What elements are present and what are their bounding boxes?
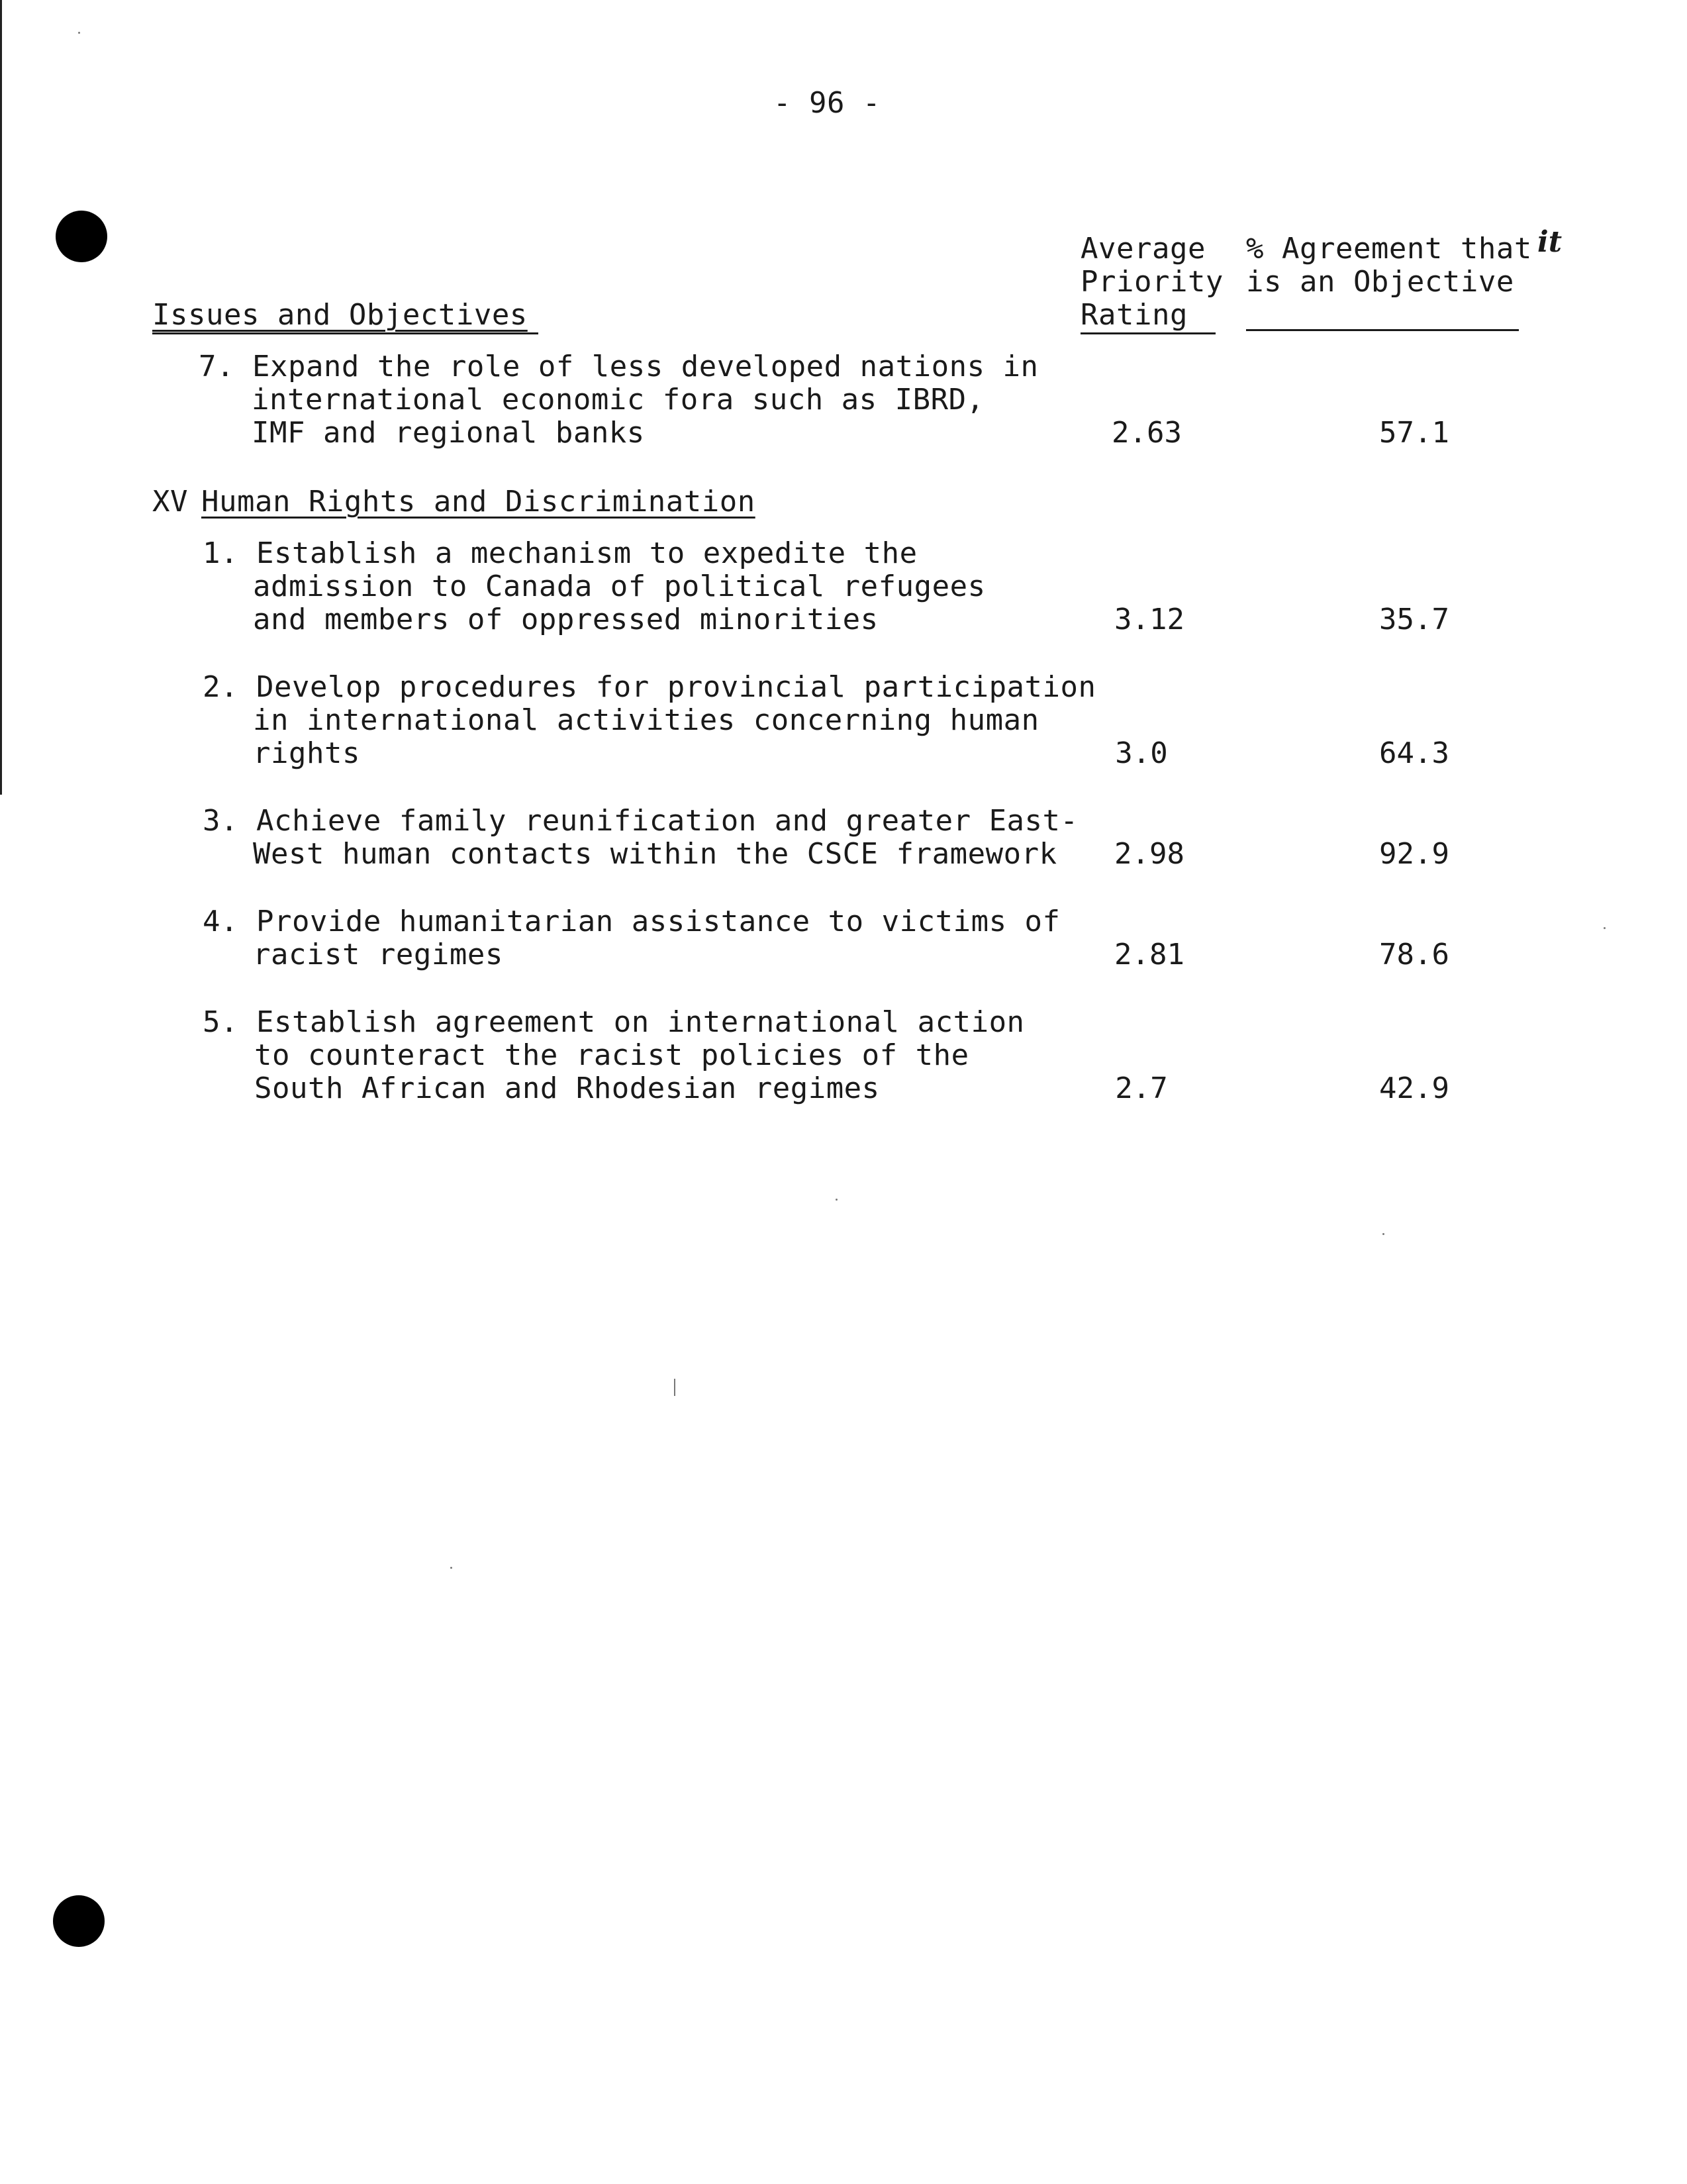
section-number: XV (152, 485, 188, 519)
item-7-line2: international economic fora such as IBRD, (252, 383, 985, 417)
scan-speck (1604, 927, 1606, 929)
item-4-agreement: 78.6 (1379, 938, 1449, 971)
scan-speck (674, 1379, 675, 1396)
item-3-line1: 3. Achieve family reunification and greater East- (203, 804, 1079, 838)
agreement-header-line1: % Agreement that (1246, 232, 1532, 266)
item-3-rating: 2.98 (1114, 837, 1184, 871)
item-1-line3: and members of oppressed minorities (253, 603, 879, 636)
avg-priority-header-line3: Rating (1081, 298, 1188, 332)
scan-speck (78, 32, 80, 34)
item-2-line2: in international activities concerning human (253, 703, 1039, 737)
page-number: - 96 - (773, 86, 881, 120)
avg-priority-header-underline (1081, 332, 1216, 334)
item-7-line1: 7. Expand the role of less developed nations in (199, 350, 1039, 383)
scan-speck (836, 1199, 838, 1201)
scan-speck (450, 1567, 452, 1569)
item-4-line2: racist regimes (253, 938, 503, 971)
item-7-agreement: 57.1 (1379, 416, 1449, 450)
item-3-line2: West human contacts within the CSCE framework (253, 837, 1057, 871)
item-7-line3: IMF and regional banks (252, 416, 645, 450)
punch-hole-top (56, 211, 107, 262)
item-1-line1: 1. Establish a mechanism to expedite the (203, 536, 918, 570)
item-3-agreement: 92.9 (1379, 837, 1449, 871)
avg-priority-header-line2: Priority (1081, 265, 1224, 299)
page-edge-shadow (0, 0, 2, 795)
issues-header-underline (152, 332, 538, 334)
item-5-agreement: 42.9 (1379, 1071, 1449, 1105)
item-5-rating: 2.7 (1115, 1071, 1168, 1105)
item-5-line2: to counteract the racist policies of the (254, 1038, 969, 1072)
item-1-line2: admission to Canada of political refugees (253, 570, 986, 603)
item-2-rating: 3.0 (1115, 736, 1168, 770)
agreement-header-underline (1246, 329, 1519, 331)
item-1-rating: 3.12 (1114, 603, 1184, 636)
issues-objectives-header: Issues and Objectives (152, 298, 528, 332)
item-2-agreement: 64.3 (1379, 736, 1449, 770)
avg-priority-header-line1: Average (1081, 232, 1206, 266)
item-4-rating: 2.81 (1114, 938, 1184, 971)
item-1-agreement: 35.7 (1379, 603, 1449, 636)
item-2-line1: 2. Develop procedures for provincial participation (203, 670, 1096, 704)
scan-speck (1382, 1233, 1384, 1235)
item-4-line1: 4. Provide humanitarian assistance to victims of (203, 905, 1061, 938)
punch-hole-bottom (53, 1895, 105, 1947)
handwritten-annotation: it (1537, 225, 1563, 259)
item-5-line1: 5. Establish agreement on international action (203, 1005, 1025, 1039)
agreement-header-line2: is an Objective (1246, 265, 1514, 299)
item-5-line3: South African and Rhodesian regimes (254, 1071, 880, 1105)
section-title: Human Rights and Discrimination (201, 485, 755, 519)
item-7-rating: 2.63 (1112, 416, 1182, 450)
item-2-line3: rights (253, 736, 360, 770)
